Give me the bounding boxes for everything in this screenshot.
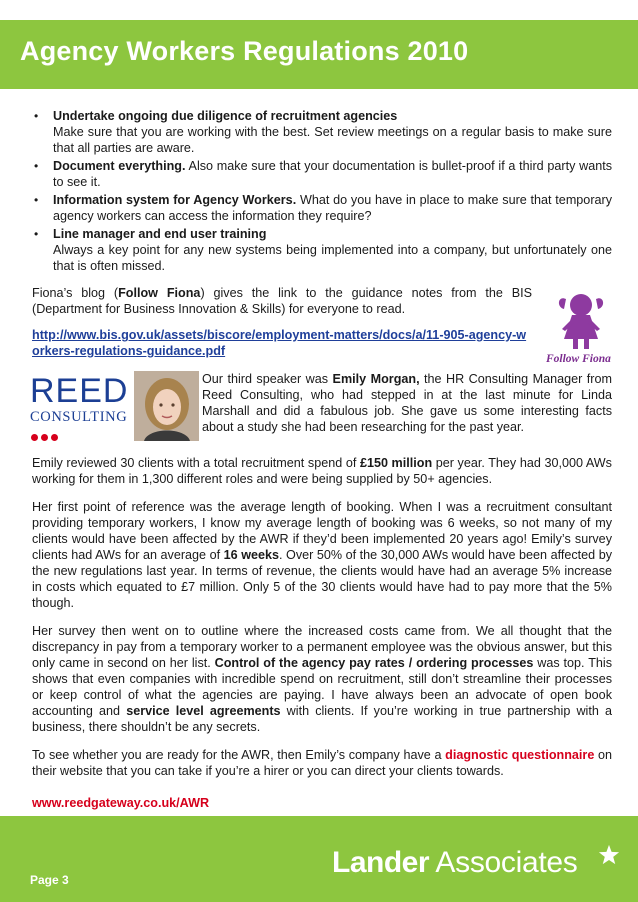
brand-regular: Associates (429, 846, 578, 879)
page-header (0, 20, 638, 94)
tip-heading: Undertake ongoing due diligence of recruitment agencies (53, 109, 398, 123)
bullet-icon: • (34, 109, 39, 123)
blog-paragraph (32, 285, 532, 317)
follow-fiona-logo (542, 285, 620, 365)
bullet-icon: • (34, 227, 39, 241)
speaker-text-end: the HR Consulting Manager from Reed Consulting, who had stepped in at the last minute for Linda Marshall and did a fabulous job. She gave us some interesting facts about a study she had been researching for the past year. (202, 372, 612, 434)
speaker-name: Emily Morgan, (332, 372, 420, 386)
star-icon (598, 844, 620, 866)
page-number: Page 3 (30, 873, 69, 887)
consulting-logo-text: CONSULTING (30, 409, 128, 425)
reed-gateway-link[interactable]: www.reedgateway.co.uk/AWR (32, 796, 210, 810)
text-run: Her first point of reference was the average length of booking. When I was a recruitment consultant providing temporary workers, I know my average length of booking was 6 weeks, so not many of my clients would have been affected by the AWR if they’d been implemented 20 years ago! Emily’s survey clients had AWs for an average of (32, 500, 612, 562)
reed-dots-icon (31, 429, 61, 445)
speaker-paragraph (202, 371, 612, 435)
page-title: Agency Workers Regulations 2010 (20, 36, 469, 66)
paragraph-spend (32, 455, 612, 487)
bullet-icon: • (34, 193, 39, 207)
text-run: To see whether you are ready for the AWR, then Emily’s company have a (32, 748, 446, 762)
text-run: with clients. If you’re working in true partnership with a business, there shouldn’t be any secrets. (32, 704, 612, 734)
highlight-run: diagnostic questionnaire (445, 748, 595, 762)
text-run: per year. They had 30,000 AWs working for them in 1,300 different roles and were being supplied by 50+ agencies. (32, 456, 612, 486)
reed-consulting-logo (30, 371, 132, 441)
blog-text-end: ) gives the link to the guidance notes from the BIS (Department for Business Innovation & Skills) for everyone to read. (32, 286, 533, 316)
list-item (32, 108, 612, 156)
text-run: Emily reviewed 30 clients with a total recruitment spend of (32, 456, 360, 470)
brand-bold: Lander (332, 846, 430, 879)
text-run: . Over 50% of the 30,000 AWs would have been affected by the new regulations last year. In terms of revenue, the clients would have had an average 5% increase in costs which equated to £7 million. Only 5 of the 30 clients would have had to pay more that the 5% though. (32, 548, 613, 610)
person-photo-icon (134, 371, 199, 441)
follow-fiona-label: Follow Fiona (546, 353, 611, 365)
bold-run: £150 million (359, 456, 433, 470)
speaker-photo (134, 371, 199, 441)
lander-associates-logo (332, 846, 577, 880)
text-run: was top. This shows that even companies with incredible spend on recruitment, still don’t streamline their processes or keep control of what the agencies are paying. I have always been an advocate of open book accounting and (32, 656, 613, 718)
blog-section (32, 285, 612, 369)
tips-list (32, 108, 612, 274)
bullet-icon: • (34, 159, 39, 173)
paragraph-questionnaire (32, 747, 612, 779)
blog-text-start: Fiona’s blog ( (32, 286, 119, 300)
bold-run: 16 weeks (223, 548, 280, 562)
reed-logo-text: REED (30, 372, 129, 410)
paragraph-booking (32, 499, 612, 611)
list-item (32, 226, 612, 274)
speaker-text-start: Our third speaker was (202, 372, 333, 386)
list-item (32, 158, 612, 190)
girl-silhouette-icon (542, 285, 620, 351)
text-run: on their website that you can take if you’re a hirer or you can direct your clients towards. (32, 748, 613, 778)
bold-run: service level agreements (126, 704, 281, 718)
paragraph-costs (32, 623, 612, 735)
tip-body: Also make sure that your documentation is bullet-proof if a third party wants to see it. (53, 159, 613, 189)
list-item (32, 192, 612, 224)
tip-heading: Line manager and end user training (53, 227, 267, 241)
article-body (32, 108, 612, 811)
text-run: Her survey then went on to outline where the increased costs came from. We all thought that the discrepancy in pay from a temporary worker to a permanent employee was the obvious answer, but this only came in second on her list. (32, 624, 612, 670)
page-footer (0, 816, 638, 902)
reed-link-wrap (32, 795, 612, 811)
tip-heading: Information system for Agency Workers. (53, 193, 297, 207)
speaker-section (32, 371, 612, 443)
bold-run: Control of the agency pay rates / ordering processes (214, 656, 534, 670)
tip-body: What do you have in place to make sure that temporary agency workers can access the information they require? (53, 193, 613, 223)
guidance-link[interactable]: http://www.bis.gov.uk/assets/biscore/employment-matters/docs/a/11-905-agency-workers-regulations-guidance.pdf (32, 328, 527, 358)
tip-body: Make sure that you are working with the best. Set review meetings on a regular basis to make sure that all parties are aware. (53, 125, 612, 155)
blog-name: Follow Fiona (118, 286, 201, 300)
guidance-link-wrap (32, 327, 532, 359)
tip-heading: Document everything. (53, 159, 186, 173)
tip-body: Always a key point for any new systems being implemented into a company, but unfortunately one that is often missed. (53, 243, 612, 273)
